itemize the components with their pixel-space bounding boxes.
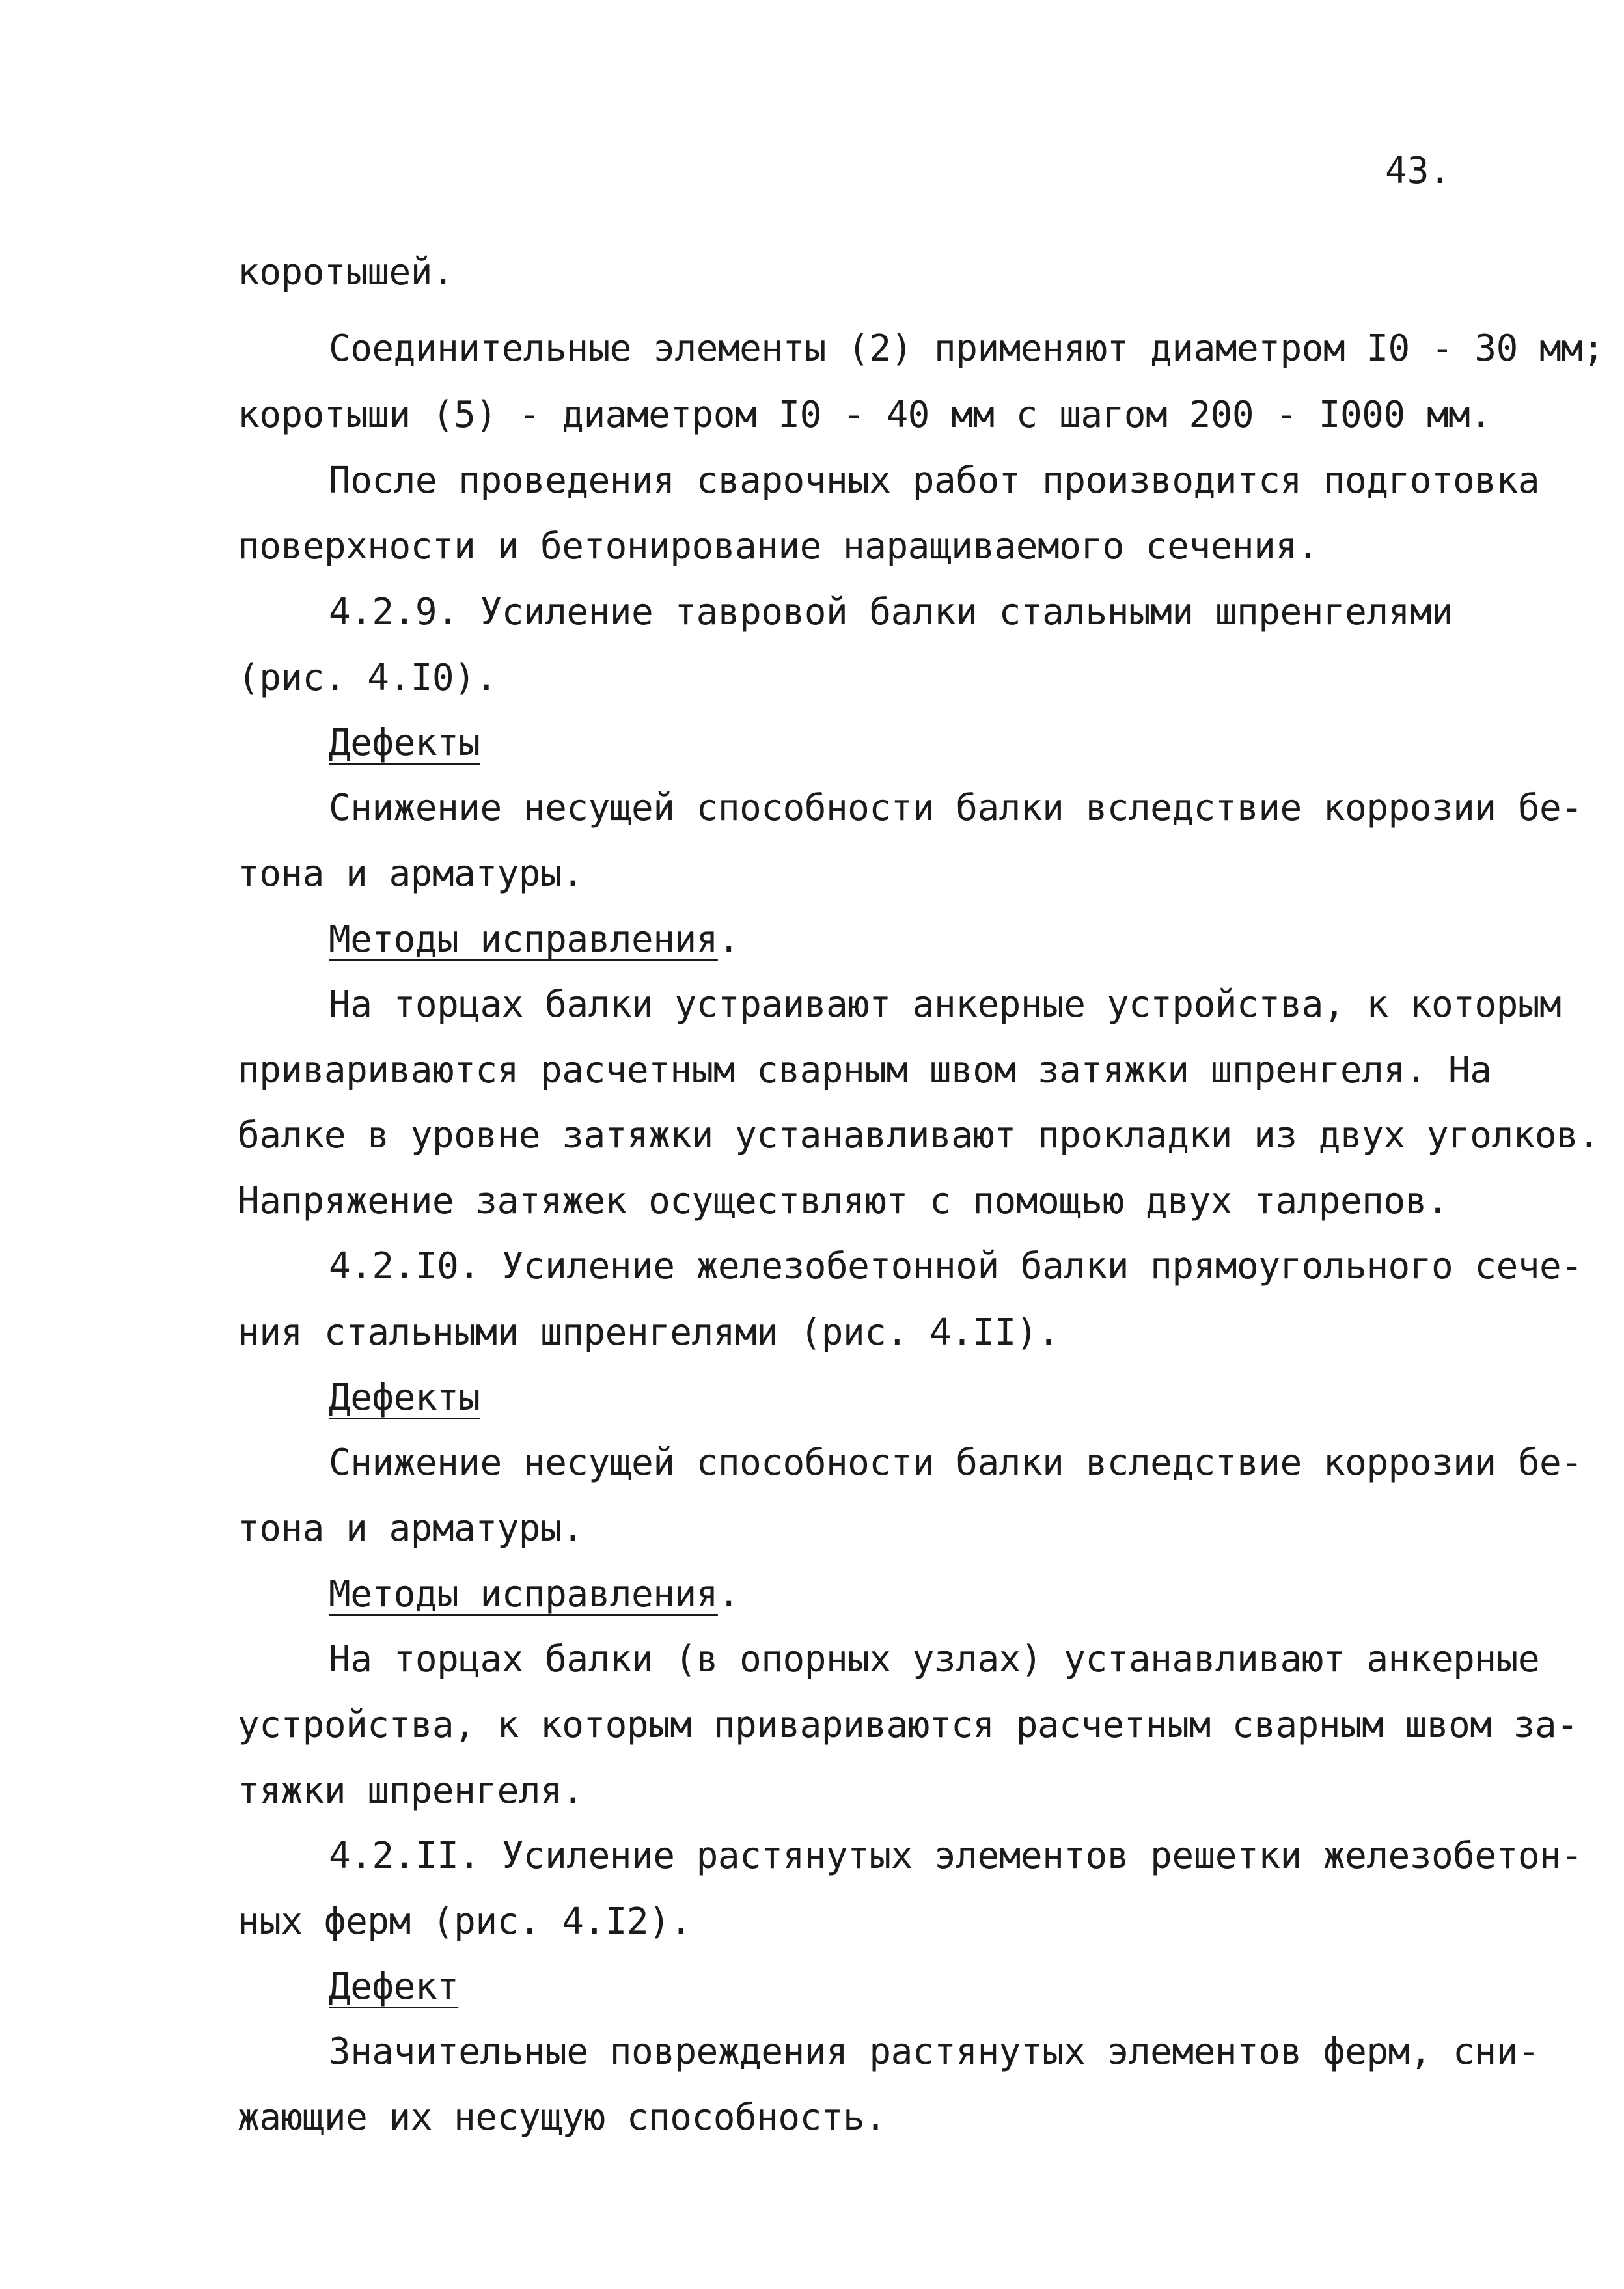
subheading-period: . xyxy=(717,1573,740,1615)
text-line: привариваются расчетным сварным швом затяжки шпренгеля. На xyxy=(238,1049,1492,1091)
text-line: устройства, к которым привариваются расчетным сварным швом за- xyxy=(238,1704,1578,1746)
paragraph-defect-description: Снижение несущей способности балки вследствие коррозии бе- xyxy=(329,787,1583,829)
text-line: балке в уровне затяжки устанавливают прокладки из двух уголков. xyxy=(238,1114,1600,1157)
subheading-period: . xyxy=(717,918,740,961)
text-line: коротышей. xyxy=(238,251,454,294)
paragraph-after-welding: После проведения сварочных работ производится подготовка xyxy=(329,459,1540,502)
paragraph-method-description: На торцах балки (в опорных узлах) устанавливают анкерные xyxy=(329,1638,1540,1680)
text-line: тона и арматуры. xyxy=(238,853,584,895)
paragraph-defect-description: Снижение несущей способности балки вследствие коррозии бе- xyxy=(329,1442,1583,1484)
text-line: коротыши (5) - диаметром I0 - 40 мм с шагом 200 - I000 мм. xyxy=(238,394,1492,436)
subheading-label: Методы исправления xyxy=(329,918,718,961)
subheading-defects: Дефекты xyxy=(329,722,480,764)
section-heading-4-2-11: 4.2.II. Усиление растянутых элементов решетки железобетон- xyxy=(329,1835,1583,1877)
page-number: 43. xyxy=(1385,150,1452,192)
paragraph-defect-description: Значительные повреждения растянутых элементов ферм, сни- xyxy=(329,2031,1540,2073)
section-heading-4-2-10: 4.2.I0. Усиление железобетонной балки прямоугольного сече- xyxy=(329,1245,1583,1287)
text-line: Напряжение затяжек осуществляют с помощью двух талрепов. xyxy=(238,1180,1449,1222)
subheading-defects: Дефекты xyxy=(329,1377,480,1419)
paragraph-connecting-elements: Соединительные элементы (2) применяют диаметром I0 - 30 мм; xyxy=(329,327,1604,370)
subheading-correction-methods xyxy=(329,1572,739,1617)
section-heading-4-2-9: 4.2.9. Усиление тавровой балки стальными шпренгелями xyxy=(329,591,1453,633)
text-line: тона и арматуры. xyxy=(238,1507,584,1550)
text-line: ния стальными шпренгелями (рис. 4.II). xyxy=(238,1311,1060,1354)
subheading-label: Методы исправления xyxy=(329,1573,718,1615)
text-line: (рис. 4.I0). xyxy=(238,657,497,699)
subheading-correction-methods xyxy=(329,917,739,963)
text-line: тяжки шпренгеля. xyxy=(238,1770,584,1812)
paragraph-method-description: На торцах балки устраивают анкерные устройства, к которым xyxy=(329,983,1562,1026)
text-line: жающие их несущую способность. xyxy=(238,2096,887,2139)
subheading-defect: Дефект xyxy=(329,1966,459,2008)
text-line: ных ферм (рис. 4.I2). xyxy=(238,1900,692,1943)
text-line: поверхности и бетонирование наращиваемого сечения. xyxy=(238,525,1319,568)
